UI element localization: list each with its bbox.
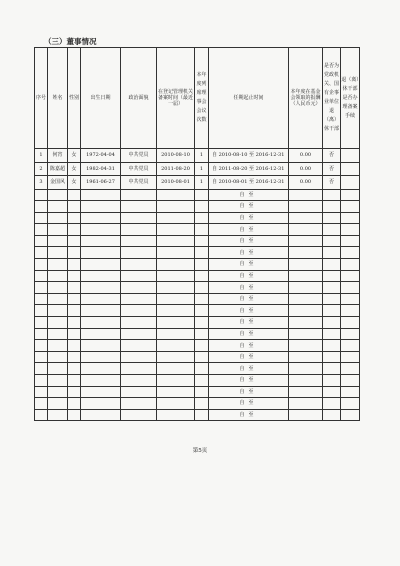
empty-cell bbox=[157, 317, 195, 329]
empty-table-row bbox=[35, 409, 360, 421]
empty-cell bbox=[341, 293, 360, 305]
empty-cell bbox=[68, 259, 81, 271]
empty-cell bbox=[195, 212, 209, 224]
empty-cell bbox=[48, 212, 68, 224]
cell-tenure-empty: 自至 bbox=[209, 224, 289, 236]
empty-cell bbox=[81, 351, 121, 363]
empty-cell bbox=[157, 259, 195, 271]
empty-cell bbox=[68, 409, 81, 421]
cell-tenure-empty: 自至 bbox=[209, 305, 289, 317]
empty-cell bbox=[121, 201, 157, 213]
empty-cell bbox=[48, 317, 68, 329]
cell-birth: 1961-06-27 bbox=[81, 176, 121, 190]
empty-cell bbox=[157, 409, 195, 421]
empty-table-row bbox=[35, 235, 360, 247]
empty-cell bbox=[323, 189, 341, 201]
empty-cell bbox=[157, 212, 195, 224]
empty-cell bbox=[35, 201, 48, 213]
empty-cell bbox=[195, 317, 209, 329]
cell-tenure-empty: 自至 bbox=[209, 189, 289, 201]
col-gender: 性别 bbox=[68, 48, 81, 149]
cell-tenure-empty: 自至 bbox=[209, 293, 289, 305]
empty-cell bbox=[323, 270, 341, 282]
empty-cell bbox=[341, 201, 360, 213]
col-tenure: 任期起止时间 bbox=[209, 48, 289, 149]
cell-pay: 0.00 bbox=[289, 162, 323, 176]
empty-cell bbox=[341, 305, 360, 317]
cell-pay: 0.00 bbox=[289, 149, 323, 163]
empty-cell bbox=[341, 270, 360, 282]
cell-tenure-empty: 自至 bbox=[209, 328, 289, 340]
empty-cell bbox=[341, 409, 360, 421]
empty-cell bbox=[323, 224, 341, 236]
empty-cell bbox=[35, 224, 48, 236]
empty-cell bbox=[35, 293, 48, 305]
empty-table-row bbox=[35, 305, 360, 317]
empty-cell bbox=[68, 282, 81, 294]
empty-cell bbox=[68, 212, 81, 224]
cell-gender: 女 bbox=[68, 176, 81, 190]
empty-cell bbox=[48, 235, 68, 247]
cell-tenure-empty: 自至 bbox=[209, 247, 289, 259]
empty-cell bbox=[121, 375, 157, 387]
empty-cell bbox=[81, 189, 121, 201]
cell-tenure-empty: 自至 bbox=[209, 259, 289, 271]
empty-cell bbox=[35, 189, 48, 201]
cell-retired: 否 bbox=[323, 176, 341, 190]
cell-birth: 1982-04-31 bbox=[81, 162, 121, 176]
empty-cell bbox=[35, 375, 48, 387]
empty-table-row bbox=[35, 398, 360, 410]
cell-political: 中共党员 bbox=[121, 149, 157, 163]
empty-cell bbox=[195, 328, 209, 340]
empty-cell bbox=[323, 363, 341, 375]
empty-cell bbox=[48, 351, 68, 363]
empty-cell bbox=[121, 317, 157, 329]
empty-cell bbox=[323, 305, 341, 317]
empty-cell bbox=[341, 386, 360, 398]
cell-registration: 2010-08-10 bbox=[157, 149, 195, 163]
empty-cell bbox=[289, 375, 323, 387]
col-seq: 序号 bbox=[35, 48, 48, 149]
empty-cell bbox=[341, 259, 360, 271]
empty-cell bbox=[157, 305, 195, 317]
empty-cell bbox=[157, 363, 195, 375]
empty-cell bbox=[195, 363, 209, 375]
empty-cell bbox=[81, 328, 121, 340]
empty-cell bbox=[289, 282, 323, 294]
empty-cell bbox=[157, 398, 195, 410]
empty-cell bbox=[341, 340, 360, 352]
cell-tenure-empty: 自至 bbox=[209, 363, 289, 375]
col-procedure: 退（离）休干部是否办理备案手续 bbox=[341, 48, 360, 149]
empty-cell bbox=[323, 212, 341, 224]
table-row bbox=[35, 149, 360, 163]
empty-cell bbox=[289, 247, 323, 259]
empty-cell bbox=[195, 189, 209, 201]
col-political: 政治面貌 bbox=[121, 48, 157, 149]
empty-cell bbox=[48, 201, 68, 213]
header-row bbox=[35, 48, 360, 149]
cell-tenure-empty: 自至 bbox=[209, 201, 289, 213]
empty-table-row bbox=[35, 224, 360, 236]
empty-cell bbox=[48, 386, 68, 398]
empty-cell bbox=[68, 340, 81, 352]
cell-meetings: 1 bbox=[195, 162, 209, 176]
empty-cell bbox=[121, 212, 157, 224]
empty-cell bbox=[48, 293, 68, 305]
empty-cell bbox=[121, 363, 157, 375]
col-name: 姓名 bbox=[48, 48, 68, 149]
empty-cell bbox=[157, 247, 195, 259]
empty-cell bbox=[289, 259, 323, 271]
empty-cell bbox=[81, 270, 121, 282]
col-retired: 是否为党政机关、国有企事业单位退（离）休干部 bbox=[323, 48, 341, 149]
empty-cell bbox=[81, 259, 121, 271]
empty-cell bbox=[289, 201, 323, 213]
empty-cell bbox=[157, 224, 195, 236]
cell-gender: 女 bbox=[68, 149, 81, 163]
empty-cell bbox=[289, 270, 323, 282]
empty-cell bbox=[323, 398, 341, 410]
page-number: 第5页 bbox=[192, 448, 208, 454]
empty-cell bbox=[341, 317, 360, 329]
empty-cell bbox=[68, 328, 81, 340]
empty-cell bbox=[341, 224, 360, 236]
empty-cell bbox=[195, 224, 209, 236]
empty-table-row bbox=[35, 189, 360, 201]
empty-cell bbox=[68, 293, 81, 305]
empty-cell bbox=[157, 235, 195, 247]
empty-cell bbox=[121, 235, 157, 247]
cell-tenure: 自 2011-08-20 至 2016-12-31 bbox=[209, 162, 289, 176]
empty-cell bbox=[48, 259, 68, 271]
empty-table-row bbox=[35, 201, 360, 213]
cell-tenure-empty: 自至 bbox=[209, 270, 289, 282]
empty-cell bbox=[121, 340, 157, 352]
empty-cell bbox=[341, 235, 360, 247]
cell-procedure bbox=[341, 149, 360, 163]
cell-seq: 1 bbox=[35, 149, 48, 163]
empty-cell bbox=[323, 259, 341, 271]
empty-cell bbox=[323, 340, 341, 352]
empty-cell bbox=[341, 212, 360, 224]
col-birth: 出生日期 bbox=[81, 48, 121, 149]
empty-cell bbox=[81, 305, 121, 317]
empty-cell bbox=[121, 409, 157, 421]
empty-cell bbox=[195, 247, 209, 259]
empty-cell bbox=[341, 189, 360, 201]
empty-cell bbox=[35, 212, 48, 224]
cell-tenure-empty: 自至 bbox=[209, 409, 289, 421]
cell-tenure-empty: 自至 bbox=[209, 340, 289, 352]
empty-cell bbox=[195, 293, 209, 305]
empty-cell bbox=[195, 386, 209, 398]
cell-name: 何宵 bbox=[48, 149, 68, 163]
empty-cell bbox=[35, 398, 48, 410]
empty-cell bbox=[35, 305, 48, 317]
empty-cell bbox=[121, 270, 157, 282]
empty-cell bbox=[81, 409, 121, 421]
empty-table-row bbox=[35, 270, 360, 282]
empty-cell bbox=[157, 340, 195, 352]
empty-cell bbox=[48, 305, 68, 317]
empty-cell bbox=[289, 305, 323, 317]
section-title: （三）董事情况 bbox=[44, 37, 97, 46]
empty-cell bbox=[289, 340, 323, 352]
empty-cell bbox=[81, 317, 121, 329]
empty-cell bbox=[35, 247, 48, 259]
col-registration: 在登记管理机关备案时间（最近一届） bbox=[157, 48, 195, 149]
empty-cell bbox=[323, 328, 341, 340]
empty-table-row bbox=[35, 247, 360, 259]
empty-cell bbox=[195, 259, 209, 271]
cell-tenure-empty: 自至 bbox=[209, 282, 289, 294]
empty-cell bbox=[81, 247, 121, 259]
empty-cell bbox=[81, 235, 121, 247]
cell-tenure-empty: 自至 bbox=[209, 317, 289, 329]
cell-pay: 0.00 bbox=[289, 176, 323, 190]
empty-cell bbox=[195, 340, 209, 352]
empty-cell bbox=[121, 224, 157, 236]
empty-table-row bbox=[35, 293, 360, 305]
empty-cell bbox=[35, 363, 48, 375]
empty-cell bbox=[195, 282, 209, 294]
empty-cell bbox=[195, 305, 209, 317]
cell-procedure bbox=[341, 162, 360, 176]
empty-table-row bbox=[35, 363, 360, 375]
empty-cell bbox=[121, 259, 157, 271]
cell-registration: 2011-08-20 bbox=[157, 162, 195, 176]
empty-cell bbox=[68, 317, 81, 329]
empty-cell bbox=[341, 375, 360, 387]
empty-cell bbox=[195, 270, 209, 282]
empty-cell bbox=[323, 351, 341, 363]
empty-cell bbox=[68, 201, 81, 213]
empty-cell bbox=[81, 386, 121, 398]
empty-cell bbox=[48, 340, 68, 352]
empty-cell bbox=[289, 409, 323, 421]
empty-cell bbox=[35, 282, 48, 294]
empty-cell bbox=[48, 375, 68, 387]
cell-tenure: 自 2010-08-10 至 2016-12-31 bbox=[209, 149, 289, 163]
empty-cell bbox=[81, 398, 121, 410]
empty-cell bbox=[121, 351, 157, 363]
empty-cell bbox=[68, 351, 81, 363]
empty-cell bbox=[323, 293, 341, 305]
empty-cell bbox=[289, 212, 323, 224]
cell-tenure-empty: 自至 bbox=[209, 398, 289, 410]
empty-table-row bbox=[35, 317, 360, 329]
empty-cell bbox=[35, 386, 48, 398]
empty-cell bbox=[341, 363, 360, 375]
empty-cell bbox=[81, 201, 121, 213]
cell-seq: 2 bbox=[35, 162, 48, 176]
empty-cell bbox=[35, 259, 48, 271]
cell-tenure-empty: 自至 bbox=[209, 386, 289, 398]
cell-political: 中共党员 bbox=[121, 176, 157, 190]
empty-cell bbox=[81, 212, 121, 224]
empty-cell bbox=[289, 363, 323, 375]
empty-cell bbox=[157, 201, 195, 213]
empty-cell bbox=[68, 305, 81, 317]
empty-cell bbox=[48, 270, 68, 282]
cell-registration: 2010-08-01 bbox=[157, 176, 195, 190]
col-meetings: 本年度列席理事会会议次数 bbox=[195, 48, 209, 149]
empty-cell bbox=[195, 351, 209, 363]
empty-cell bbox=[68, 398, 81, 410]
cell-gender: 女 bbox=[68, 162, 81, 176]
empty-cell bbox=[35, 340, 48, 352]
empty-table-row bbox=[35, 328, 360, 340]
empty-cell bbox=[81, 375, 121, 387]
empty-cell bbox=[195, 398, 209, 410]
empty-cell bbox=[35, 317, 48, 329]
cell-procedure bbox=[341, 176, 360, 190]
empty-cell bbox=[289, 351, 323, 363]
empty-cell bbox=[68, 270, 81, 282]
empty-cell bbox=[68, 189, 81, 201]
empty-cell bbox=[323, 201, 341, 213]
empty-cell bbox=[195, 375, 209, 387]
cell-tenure-empty: 自至 bbox=[209, 351, 289, 363]
empty-cell bbox=[195, 235, 209, 247]
cell-birth: 1972-04-04 bbox=[81, 149, 121, 163]
empty-cell bbox=[81, 340, 121, 352]
empty-table-row bbox=[35, 340, 360, 352]
empty-cell bbox=[35, 235, 48, 247]
empty-cell bbox=[289, 386, 323, 398]
empty-table-row bbox=[35, 212, 360, 224]
empty-cell bbox=[81, 363, 121, 375]
empty-cell bbox=[121, 386, 157, 398]
empty-cell bbox=[68, 247, 81, 259]
cell-tenure: 自 2010-08-01 至 2016-12-31 bbox=[209, 176, 289, 190]
empty-table-row bbox=[35, 386, 360, 398]
empty-cell bbox=[323, 375, 341, 387]
empty-cell bbox=[323, 317, 341, 329]
empty-cell bbox=[289, 224, 323, 236]
empty-cell bbox=[157, 328, 195, 340]
empty-cell bbox=[48, 328, 68, 340]
empty-cell bbox=[35, 409, 48, 421]
empty-cell bbox=[341, 328, 360, 340]
empty-cell bbox=[341, 247, 360, 259]
empty-cell bbox=[323, 247, 341, 259]
empty-cell bbox=[81, 282, 121, 294]
empty-cell bbox=[323, 235, 341, 247]
empty-cell bbox=[48, 224, 68, 236]
cell-tenure-empty: 自至 bbox=[209, 235, 289, 247]
table-row bbox=[35, 176, 360, 190]
cell-political: 中共党员 bbox=[121, 162, 157, 176]
empty-cell bbox=[157, 386, 195, 398]
empty-cell bbox=[48, 409, 68, 421]
empty-cell bbox=[289, 189, 323, 201]
empty-cell bbox=[35, 270, 48, 282]
empty-cell bbox=[289, 293, 323, 305]
empty-cell bbox=[157, 293, 195, 305]
empty-cell bbox=[323, 409, 341, 421]
cell-tenure-empty: 自至 bbox=[209, 375, 289, 387]
empty-cell bbox=[35, 351, 48, 363]
empty-table-row bbox=[35, 282, 360, 294]
empty-cell bbox=[323, 386, 341, 398]
empty-cell bbox=[157, 270, 195, 282]
empty-cell bbox=[341, 351, 360, 363]
empty-cell bbox=[68, 235, 81, 247]
empty-cell bbox=[35, 328, 48, 340]
cell-retired: 否 bbox=[323, 149, 341, 163]
cell-seq: 3 bbox=[35, 176, 48, 190]
empty-cell bbox=[81, 293, 121, 305]
empty-cell bbox=[195, 409, 209, 421]
cell-tenure-empty: 自至 bbox=[209, 212, 289, 224]
empty-cell bbox=[195, 201, 209, 213]
empty-cell bbox=[341, 398, 360, 410]
empty-cell bbox=[68, 224, 81, 236]
empty-cell bbox=[121, 293, 157, 305]
empty-cell bbox=[121, 247, 157, 259]
empty-cell bbox=[289, 328, 323, 340]
empty-cell bbox=[121, 398, 157, 410]
col-pay: 本年度在基金会领取的报酬（人民币元） bbox=[289, 48, 323, 149]
empty-cell bbox=[48, 398, 68, 410]
empty-cell bbox=[121, 305, 157, 317]
empty-table-row bbox=[35, 351, 360, 363]
cell-name: 陈嘉超 bbox=[48, 162, 68, 176]
cell-retired: 否 bbox=[323, 162, 341, 176]
empty-cell bbox=[157, 351, 195, 363]
empty-cell bbox=[81, 224, 121, 236]
empty-cell bbox=[48, 282, 68, 294]
table-row bbox=[35, 162, 360, 176]
empty-table-row bbox=[35, 375, 360, 387]
directors-table bbox=[34, 47, 360, 421]
empty-cell bbox=[341, 282, 360, 294]
empty-cell bbox=[68, 375, 81, 387]
empty-cell bbox=[48, 247, 68, 259]
empty-cell bbox=[68, 386, 81, 398]
empty-cell bbox=[121, 328, 157, 340]
empty-cell bbox=[68, 363, 81, 375]
empty-cell bbox=[48, 189, 68, 201]
empty-cell bbox=[157, 189, 195, 201]
table-body bbox=[35, 149, 360, 421]
empty-cell bbox=[289, 317, 323, 329]
empty-cell bbox=[157, 375, 195, 387]
cell-meetings: 1 bbox=[195, 176, 209, 190]
empty-cell bbox=[323, 282, 341, 294]
cell-meetings: 1 bbox=[195, 149, 209, 163]
empty-cell bbox=[157, 282, 195, 294]
empty-cell bbox=[121, 282, 157, 294]
empty-cell bbox=[289, 235, 323, 247]
empty-cell bbox=[48, 363, 68, 375]
empty-table-row bbox=[35, 259, 360, 271]
empty-cell bbox=[121, 189, 157, 201]
cell-name: 金国风 bbox=[48, 176, 68, 190]
empty-cell bbox=[289, 398, 323, 410]
